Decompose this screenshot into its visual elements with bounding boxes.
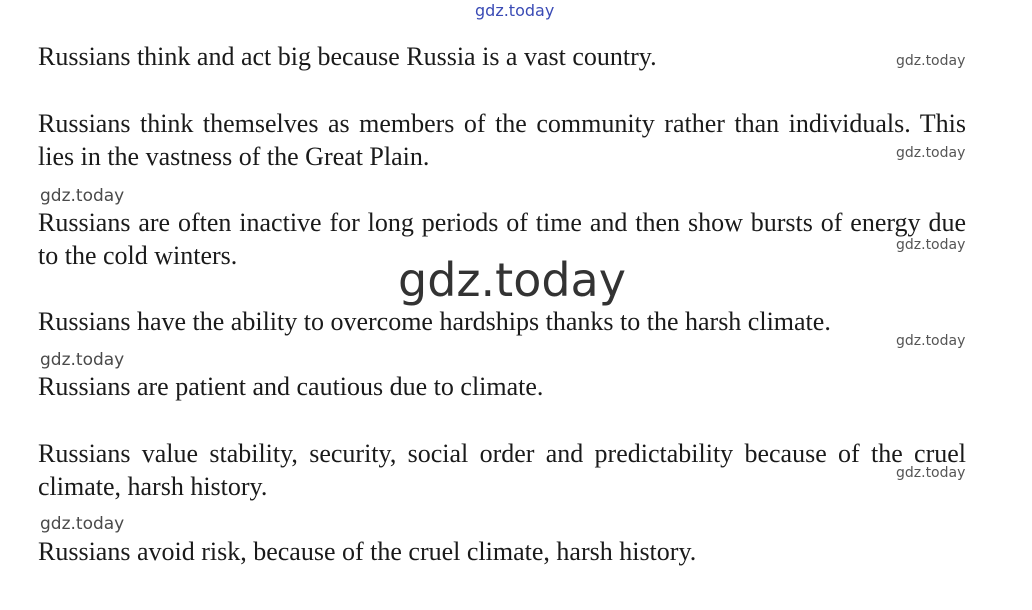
watermark-left-3: gdz.today xyxy=(40,514,125,534)
statement-4: Russians have the ability to overcome hardships thanks to the harsh climate. xyxy=(38,307,831,336)
statement-2: Russians think themselves as members of the community rather than individuals. This lies in the vastness of the Great Plain. xyxy=(38,109,966,171)
watermark-top: gdz.today xyxy=(475,1,555,20)
statement-5: Russians are patient and cautious due to climate. xyxy=(38,372,544,401)
statement-7: Russians avoid risk, because of the cruel climate, harsh history. xyxy=(38,537,697,566)
statement-1: Russians think and act big because Russia is a vast country. xyxy=(38,42,657,71)
watermark-right-2: gdz.today xyxy=(896,145,966,161)
watermark-right-5: gdz.today xyxy=(896,465,966,481)
watermark-right-3: gdz.today xyxy=(896,237,966,253)
watermark-left-1: gdz.today xyxy=(40,186,125,206)
watermark-right-4: gdz.today xyxy=(896,333,966,349)
watermark-center: gdz.today xyxy=(398,253,626,307)
watermark-left-2: gdz.today xyxy=(40,350,125,370)
statement-3: Russians are often inactive for long periods of time and then show bursts of energy due to the cold winters. xyxy=(38,208,966,270)
watermark-right-1: gdz.today xyxy=(896,53,966,69)
statement-6: Russians value stability, security, social order and predictability because of the cruel climate, harsh history. xyxy=(38,439,966,501)
